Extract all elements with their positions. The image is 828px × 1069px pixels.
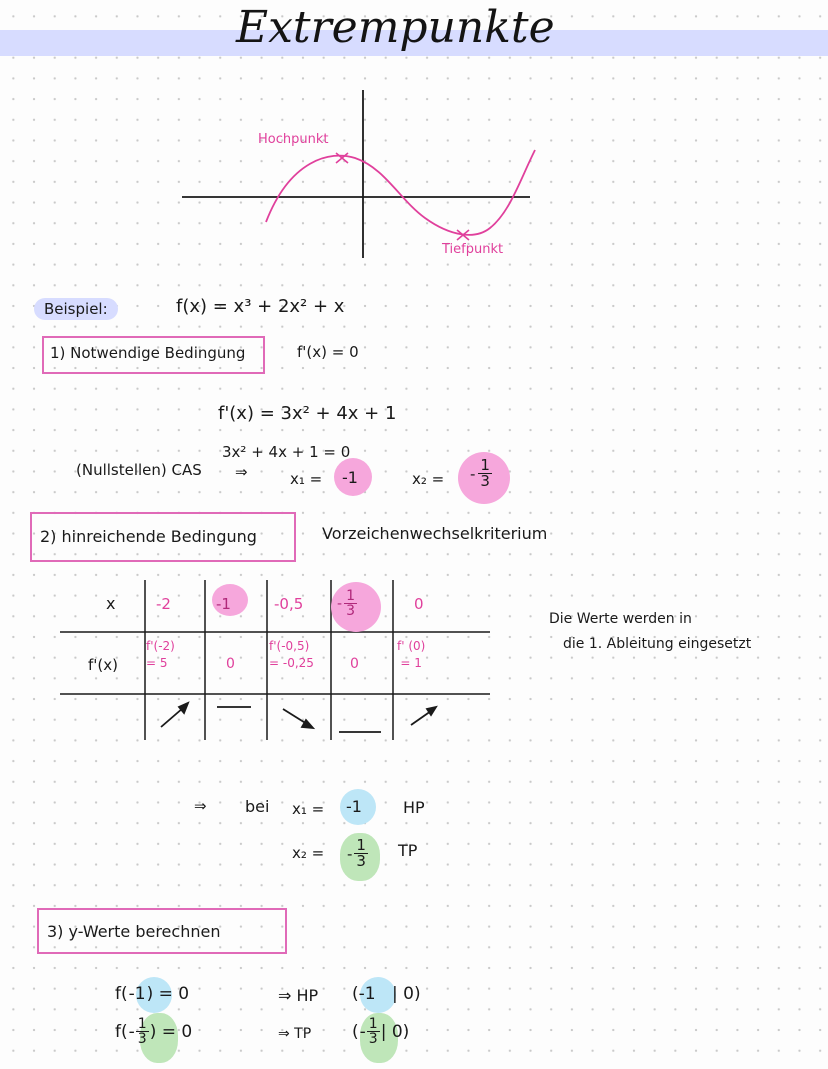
result-arrow: ⇒	[194, 797, 207, 815]
table-cell-3-value: = -0,25	[269, 655, 314, 670]
result-x2-sign: -	[347, 844, 353, 863]
first-derivative: f'(x) = 3x² + 4x + 1	[218, 403, 397, 424]
step1-box	[42, 336, 265, 374]
table-x-value-2: -1	[216, 595, 231, 613]
tp-fraction	[367, 1017, 380, 1046]
hp-prefix: ⇒ HP	[278, 986, 319, 1005]
tiefpunkt-label: Tiefpunkt	[442, 242, 504, 257]
table-x4-denominator: 3	[346, 603, 355, 619]
increasing-arrow-1	[161, 703, 188, 727]
tp-numerator: 1	[368, 1016, 378, 1032]
maximum-marker	[336, 153, 348, 163]
result-x1-value: -1	[346, 797, 362, 816]
table-x-label: x	[106, 594, 116, 613]
table-cell-1	[146, 638, 175, 672]
table-x4-numerator: 1	[346, 588, 355, 604]
y-value-2	[115, 1017, 192, 1046]
table-cell-3-expr: f'(-0,5)	[269, 639, 310, 653]
f1-prefix: f(	[115, 984, 128, 1004]
hochpunkt-label: Hochpunkt	[258, 132, 329, 147]
tp-sign: -	[359, 1021, 366, 1042]
step2-box	[30, 512, 296, 562]
table-cell-3	[269, 638, 314, 672]
solve-method: (Nullstellen) CAS	[76, 461, 202, 479]
table-cell-1-value: = 5	[146, 655, 168, 670]
f1-arg: -1	[128, 984, 146, 1004]
increasing-arrow-2	[411, 707, 436, 725]
table-cell-1-expr: f'(-2)	[146, 639, 175, 653]
tp-open: (	[352, 1021, 359, 1042]
result-x2-type: TP	[398, 841, 418, 860]
table-x-value-3: -0,5	[274, 595, 304, 613]
f2-denominator: 3	[137, 1031, 147, 1047]
f2-numerator: 1	[137, 1016, 147, 1032]
table-fprime-label: f'(x)	[88, 656, 118, 674]
sign-change-criterion: Vorzeichenwechselkriterium	[322, 524, 548, 543]
f2-prefix: f(	[115, 1021, 128, 1042]
result-x1-type: HP	[403, 798, 425, 817]
tp-y: | 0)	[380, 1021, 410, 1042]
tp-prefix: ⇒ TP	[278, 1026, 312, 1042]
page-title: Extrempunkte	[236, 2, 555, 53]
result-x2-value	[347, 838, 368, 869]
result-x2-label: x₂ =	[292, 844, 325, 862]
step1-label: 1) Notwendige Bedingung	[50, 344, 246, 362]
f2-suffix: ) = 0	[149, 1021, 193, 1042]
hp-y: | 0)	[392, 984, 421, 1004]
implies-arrow: ⇒	[235, 463, 248, 481]
x1-label: x₁ =	[290, 470, 323, 488]
function-curve	[266, 150, 535, 235]
derivative-equation: 3x² + 4x + 1 = 0	[222, 443, 351, 461]
x2-value	[470, 458, 492, 489]
x2-numerator: 1	[480, 456, 490, 474]
decreasing-arrow	[283, 709, 313, 728]
table-cell-5-value: = 1	[400, 655, 422, 670]
example-function: f(x) = x³ + 2x² + x	[176, 296, 345, 317]
step2-label: 2) hinreichende Bedingung	[40, 527, 257, 546]
table-x4-sign: -	[337, 595, 343, 612]
f1-suffix: ) = 0	[146, 984, 190, 1004]
result-x2-numerator: 1	[356, 836, 366, 854]
example-badge: Beispiel:	[34, 298, 118, 320]
table-x-value-5: 0	[414, 595, 424, 613]
x2-fraction	[478, 458, 492, 489]
table-cell-2: 0	[226, 656, 235, 672]
table-cell-4: 0	[350, 656, 359, 672]
table-note-line1: Die Werte werden in	[549, 611, 692, 627]
step3-box	[37, 908, 287, 954]
tp-denominator: 3	[368, 1031, 378, 1047]
f2-sign: -	[128, 1021, 135, 1042]
table-x4-fraction	[344, 589, 357, 618]
table-cell-5-expr: f' (0)	[397, 639, 426, 653]
table-x-value-1: -2	[156, 595, 171, 613]
result-bei: bei	[245, 797, 270, 816]
step3-label: 3) y-Werte berechnen	[47, 922, 221, 941]
hp-x: (-1	[352, 984, 376, 1004]
f2-fraction	[136, 1017, 149, 1046]
result-x2-denominator: 3	[356, 852, 366, 870]
x2-sign: -	[470, 464, 476, 483]
table-x-value-4	[337, 589, 357, 618]
x2-label: x₂ =	[412, 470, 445, 488]
x1-value: -1	[342, 468, 358, 487]
necessary-condition: f'(x) = 0	[297, 343, 359, 361]
tp-point	[352, 1017, 409, 1046]
result-x1-label: x₁ =	[292, 800, 325, 818]
x2-denominator: 3	[480, 472, 490, 490]
table-cell-5	[397, 638, 425, 672]
table-note-line2: die 1. Ableitung eingesetzt	[563, 636, 752, 652]
y-value-1	[115, 984, 189, 1004]
result-x2-fraction	[354, 838, 368, 869]
